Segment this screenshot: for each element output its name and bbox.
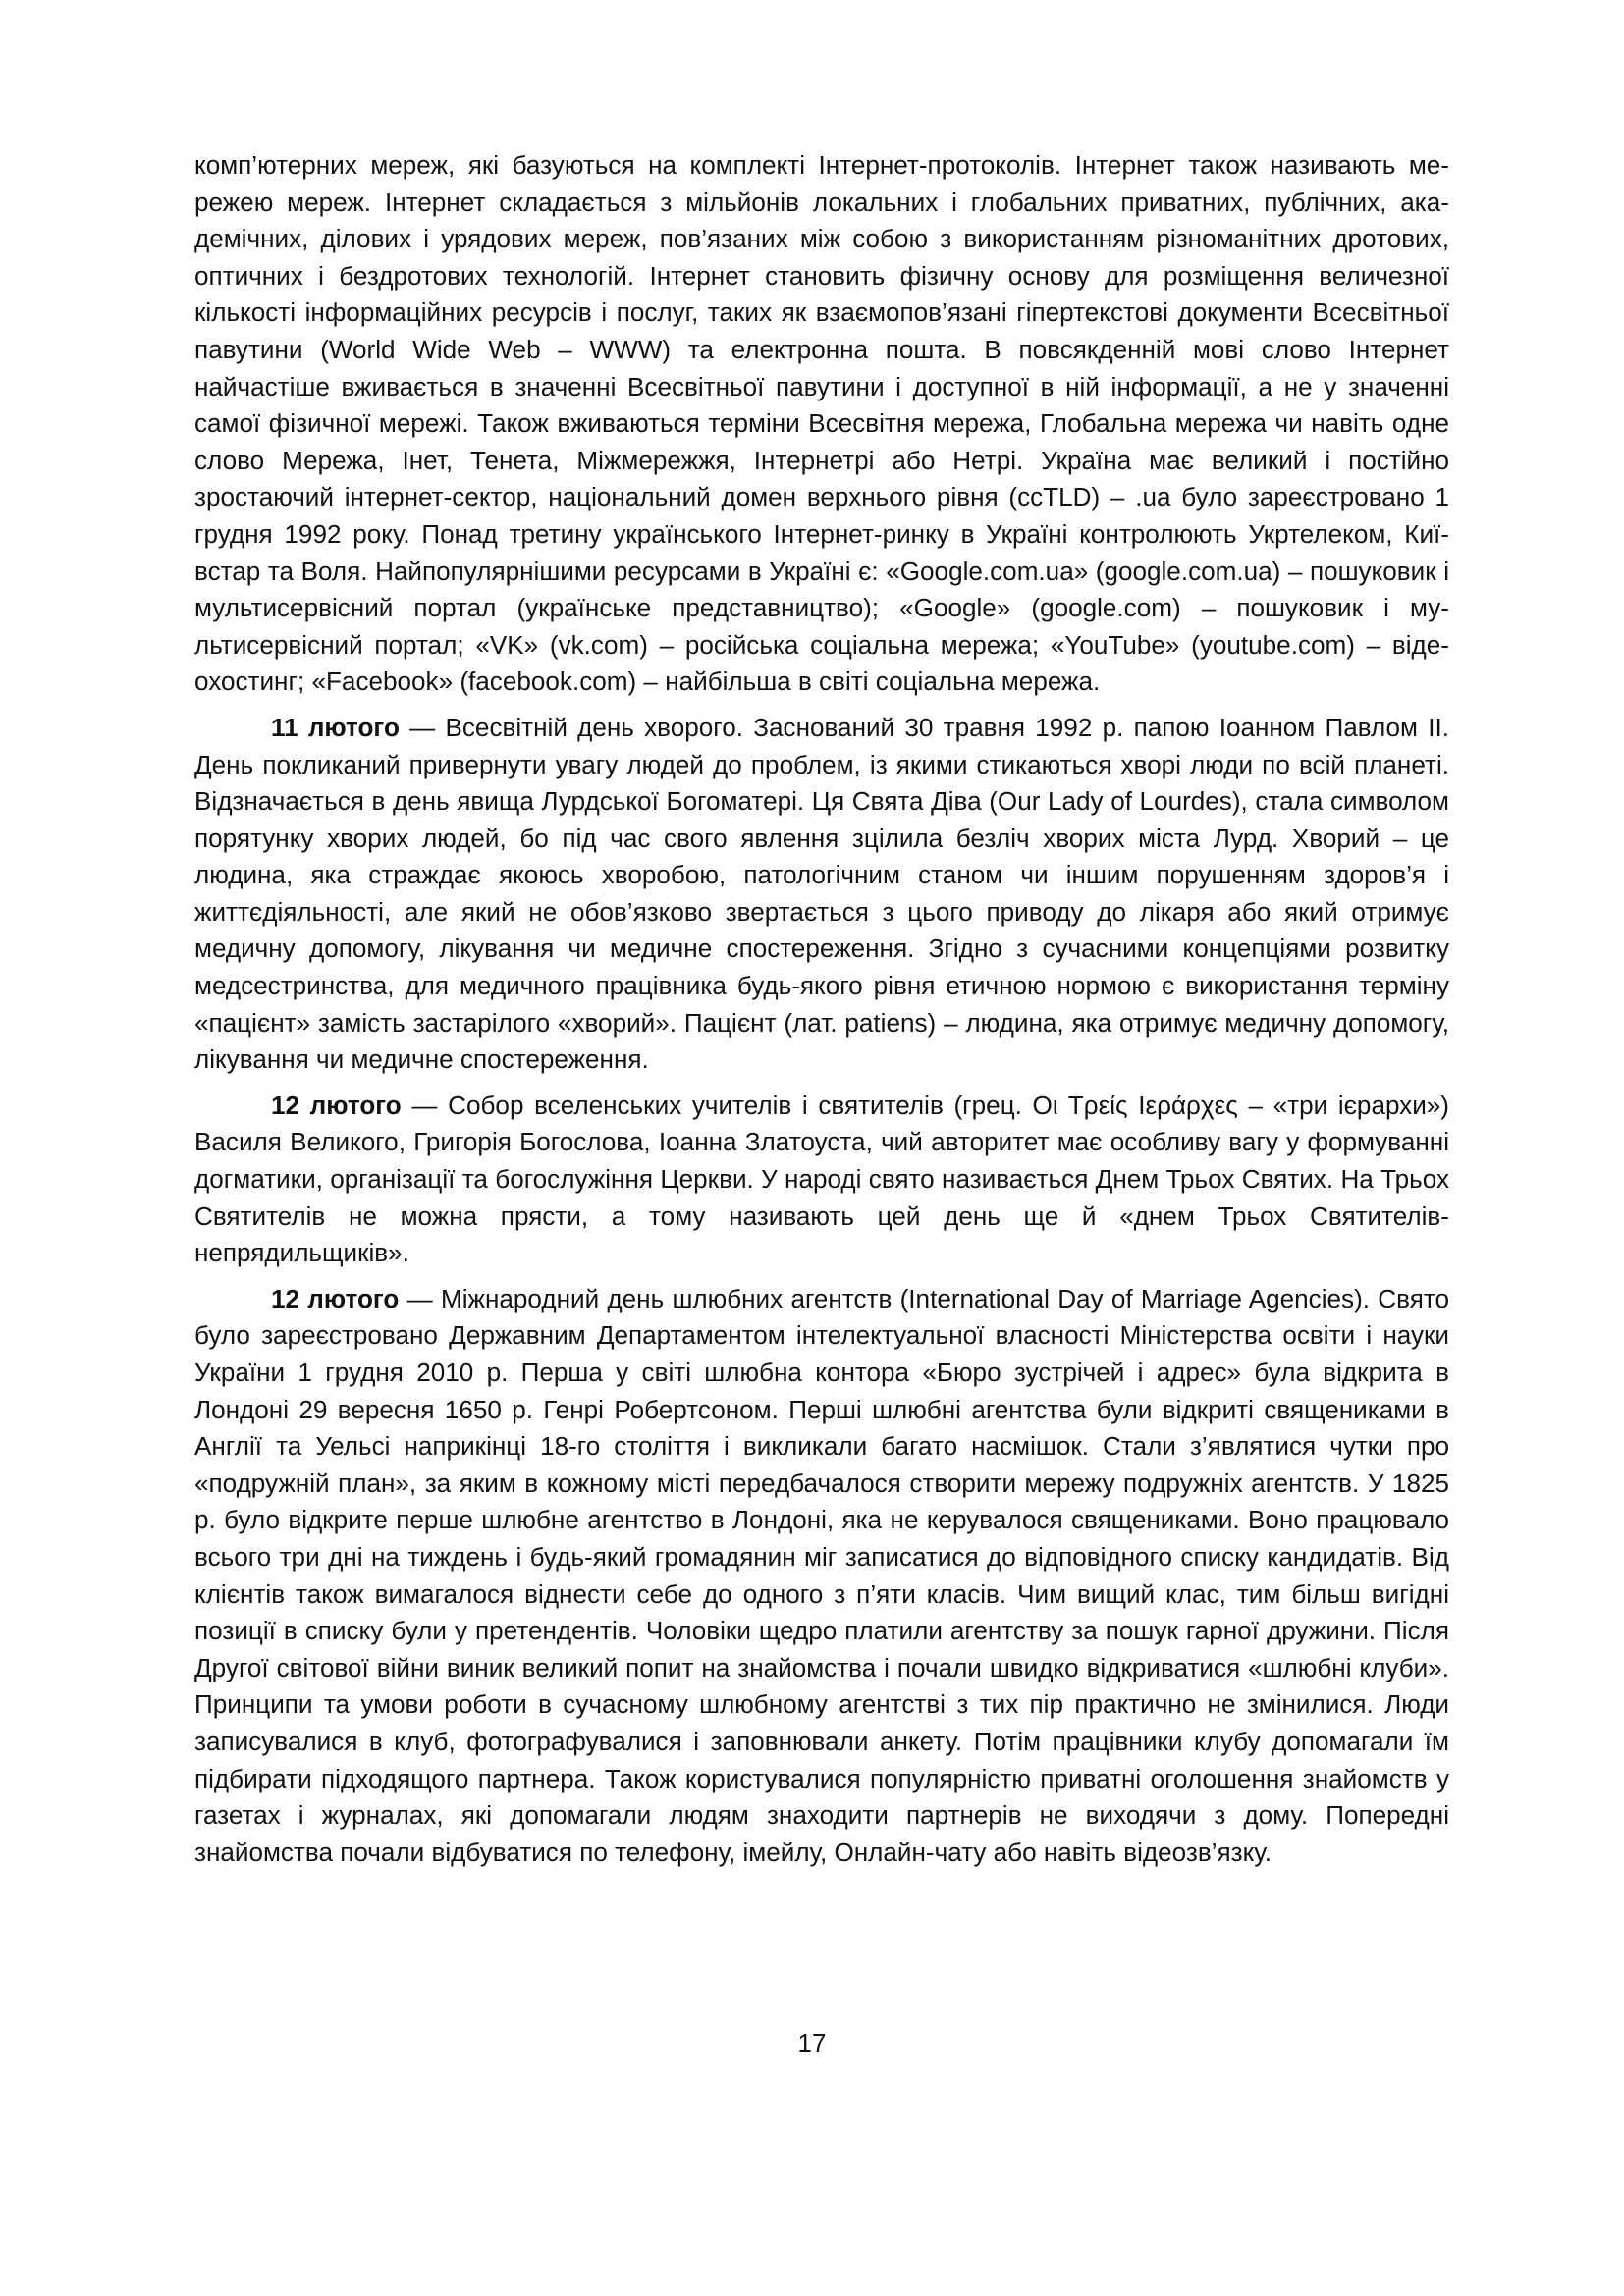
page-number: 17 [797, 2028, 827, 2057]
paragraph-text: — Всесвітній день хворого. Заснований 30 травня 1992 р. папою Іоанном Павлом II. День покликаний привернути увагу людей до проблем, із якими стикаються хворі люди по всій планеті. Відзначається в день явища Лурдської Богоматері. Ця Свята Діва (Our Lady of Lourdes), стала символом порятунку хворих людей, бо під час свого явлення зцілила безліч хворих міста Лурд. Хворий – це людина, яка страждає якоюсь хворобою, патологічним станом чи іншим порушенням здоров’я і життєдіяльності, але який не обов’язково звертається з цього приводу до лікаря або який отримує медичну допомогу, лікування чи медичне спостереження. Згідно з сучасними концепціями розвитку медсестринства, для медичного працівника будь-якого рівня етичною нормою є використання терміну «пацієнт» замість застарілого «хворий». Пацієнт (лат. patiens) – людина, яка отримує медичну допомогу, лікування чи медичне спостереження. [194, 712, 1449, 1075]
paragraph-sick-day [194, 710, 1449, 1079]
paragraph-text: комп’ютерних мереж, які базуються на комплекті Інтернет-протоколів. Інтернет також називають мережею мереж. Інтернет складається з мільйонів локальних і глобальних приватних, публічних, академічних, ділових і урядових мереж, пов’язаних між собою з використанням різноманітних дротових, оптичних і бездротових технологій. Інтернет становить фізичну основу для розміщення величезної кількості інформаційних ресурсів і послуг, таких як взаємопов’язані гіпертекстові документи Всесвітньої павутини (World Wide Web – WWW) та електронна пошта. В повсякденній мові слово Інтернет найчастіше вживається в значенні Всесвітньої павутини і доступної в ній інформації, а не у значенні самої фізичної мережі. Також вживаються терміни Всесвітня мережа, Глобальна мережа чи навіть одне слово Мережа, Інет, Тенета, Міжмережжя, Інтернетрі або Нетрі. Україна має великий і постійно зростаючий інтернет-сектор, національний домен верхнього рівня (ccTLD) – .ua було зареєстровано 1 грудня 1992 року. Понад третину українського Інтернет-ринку в Україні контролюють Укртелеком, Київстар та Воля. Найпопулярнішими ресурсами в Україні є: «Google.com.ua» (google.com.ua) – пошуковик і мультисервісний портал (українське представництво); «Google» (google.com) – пошуковик і мультисервісний портал; «VK» (vk.com) – російська соціальна мережа; «YouTube» (youtube.com) – відеохостинг; «Facebook» (facebook.com) – найбільша в світі соціальна мережа. [194, 150, 1449, 697]
date-heading: 11 лютого [271, 712, 400, 742]
paragraph-text: — Міжнародний день шлюбних агентств (International Day of Marriage Agencies). Свято було зареєстровано Державним Департаментом інтелектуальної власності Міністерства освіти і науки України 1 грудня 2010 р. Перша у світі шлюбна контора «Бюро зустрічей і адрес» була відкрита в Лондоні 29 вересня 1650 р. Генрі Робертсоном. Перші шлюбні агентства були відкриті священиками в Англії та Уельсі наприкінці 18-го століття і викликали багато насмішок. Стали з’являтися чутки про «подружній план», за яким в кожному місті передбачалося створити мережу подружніх агентств. У 1825 р. було відкрите перше шлюбне агентство в Лондоні, яка не керувалося священиками. Воно працювало всього три дні на тиждень і будь-який громадянин міг записатися до відповідного списку кандидатів. Від клієнтів також вимагалося віднести себе до одного з п’яти класів. Чим вищий клас, тим більш вигідні позиції в списку були у претендентів. Чоловіки щедро платили агентству за пошук гарної дружини. Після Другої світової війни виник великий попит на знайомства і почали швидко відкриватися «шлюбні клуби». Принципи та умови роботи в сучасному шлюбному агентстві з тих пір практично не змінилися. Люди записувалися в клуб, фотографувалися і заповнювали анкету. Потім працівники клубу допомагали їм підбирати підходящого партнера. Також користувалися популярністю приватні оголошення знайомств у газетах і журналах, які допомагали людям знаходити партнерів не виходячи з дому. Попередні знайомства почали відбуватися по телефону, імейлу, Онлайн-чату або навіть відеозв’язку. [194, 1283, 1449, 1867]
document-page [194, 147, 1449, 1880]
paragraph-internet [194, 147, 1449, 701]
paragraph-text: — Собор вселенських учителів і святителів (грец. Οι Τρείς Ιεράρχες – «три ієрархи») Василя Великого, Григорія Богослова, Іоанна Златоуста, чий авторитет має особливу вагу у формуванні догматики, організації та богослужіння Церкви. У народі свято називається Днем Трьох Святих. На Трьох Святителів не можна прясти, а тому називають цей день ще й «днем Трьох Святителів-непрядильщиків». [194, 1090, 1450, 1268]
paragraph-marriage-agencies [194, 1281, 1449, 1872]
date-heading: 12 лютого [271, 1283, 400, 1313]
paragraph-three-hierarchs [194, 1088, 1449, 1272]
date-heading: 12 лютого [271, 1090, 402, 1120]
